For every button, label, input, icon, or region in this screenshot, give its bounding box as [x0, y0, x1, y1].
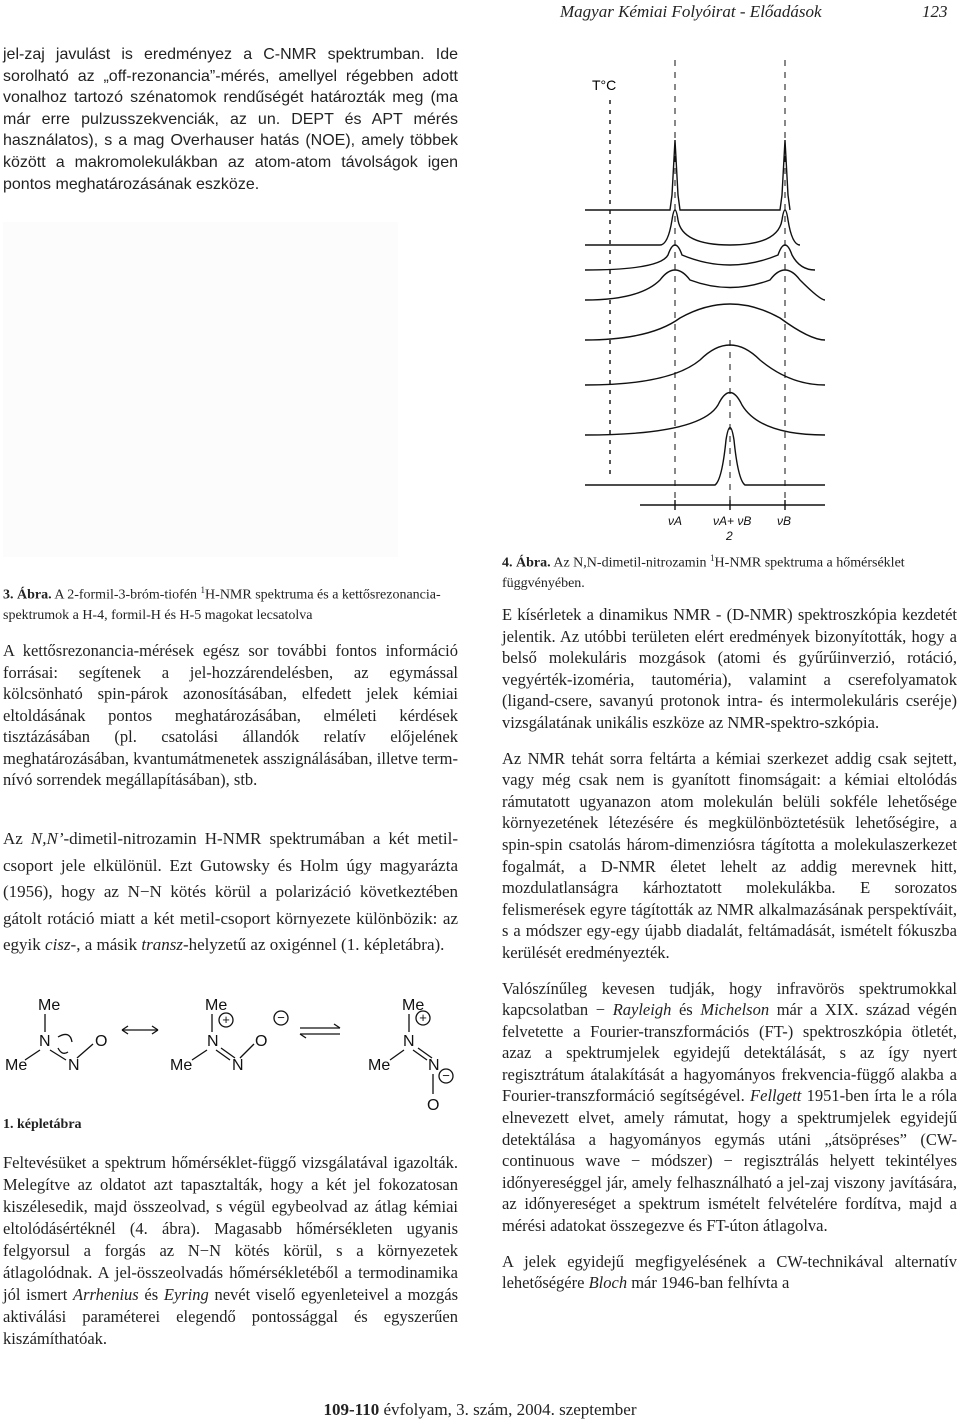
nitrosamine-paragraph: Az N,N’-dimetil-nitrozamin H-NMR spektrumában a két metil-csoport jele elkülönül. Ezt Gutowsky és Holm úgy magyarázta (1956), hogy az N−N kötés körül a polarizáció következtében gátolt rotáció miatt a két metil-csoport környezete különbözik: az egyik cisz-, a másik transz-helyzetű az oxigénnel (1. képletábra). [3, 829, 459, 954]
formula-1-resonance [0, 990, 470, 1115]
figure-3-caption: 3. Ábra. A 2-formil-3-bróm-tiofén $^1$H-NMR spektruma és a kettősrezonancia-spektrumok a H-4, formil-H és H-5 magokat lecsatolva [3, 585, 441, 623]
figure-4-label: 4. Ábra. [502, 555, 551, 571]
formula-minus-3: − [442, 1068, 450, 1083]
figure-3-label: 3. Ábra. [3, 587, 52, 603]
formula-n-3a: N [403, 1033, 415, 1050]
formula-o-2: O [255, 1033, 268, 1050]
temperature-paragraph: Feltevésüket a spektrum hőmérséklet-függő vizsgálatával igazolták. Melegítve az oldatot azt tapasztalták, hogy a két jel fokozatosan kiszélesedik, majd összeolvad, s végül egybeolvad az átlag kémiai eltolódásértéknél (4. ábra). Magasabb hőmérsékleten ugyanis felgyorsul a forgás az N−N kötés körül, s a környezetek átlagolódnak. A jel-összeolvadás hőmérsékletéből a termodinamika jól ismert Arrhenius és Eyring nevét viselő egyenleteivel a mozgás aktiválási paraméterei elegendő pontossággal és egyszerűen kiszámíthatóak. [3, 1153, 459, 1348]
formula-plus-2: + [222, 1012, 230, 1027]
axis-label-mid-den: 2 [726, 529, 733, 543]
right-column-text [502, 604, 957, 1308]
formula-me-2a: Me [205, 997, 228, 1014]
dnmr-paragraph: E kísérletek a dinamikus NMR - (D-NMR) spektroszkópia kezdetét jelentik. Az utóbbi területen elért eredmények bizonyították, hogy a belső molekuláris mozgások (atomi és gyűrűinverzió, rotáció, vegyérték-izoméria, tautoméria), valamint a cserefolyamatok (ligand-csere, savanyú protonok intra- és intermolekuláris cseréje) vizsgálatának unikális eszköze az NMR-spektro-szkópia. [502, 605, 957, 732]
intro-paragraph: jel-zaj javulást is eredményez a C-NMR spektrumban. Ide sorolható az „off-rezonancia”-mérés, amellyel régebben adott vonalhoz tartozó szénatomok rendűségét határozták meg (ma már erre pulzusszekvenciák, az un. DEPT és APT mérés használatos), s a mag Overhauser hatás (NOE), amely többek között a makromolekulákban az atom-atom távolságok igen pontos meghatározásának eszköze. [3, 46, 458, 193]
figure-4-caption: 4. Ábra. Az N,N-dimetil-nitrozamin $^1$H-NMR spektruma a hőmérséklet függvényében. [502, 553, 905, 591]
formula-o-1: O [95, 1033, 108, 1050]
formula-n-1b: N [68, 1057, 80, 1074]
page-footer: 109-110 évfolyam, 3. szám, 2004. szeptember [323, 1400, 637, 1419]
temperature-label: T°C [592, 77, 617, 93]
double-resonance-paragraph: A kettősrezonancia-mérések egész sor további fontos információ forrásai: segítenek a jel-hozzárendelésben, az egymással kölcsönható spin-párok azonosításában, elfedett jelek kémiai eltoldásának pontos meghatározásában, elméleti kérdések tisztázásában (pl. csatolási állandók relatív előjelének meghatározásában, kvantumátmenetek asszignálásában, illetve term-nívó sorrendek megállapításában), stb. [3, 641, 458, 789]
formula-o-3: O [427, 1097, 440, 1114]
formula-n-3b: N [428, 1057, 440, 1074]
formula-me-3a: Me [402, 997, 425, 1014]
formula-n-2b: N [232, 1057, 244, 1074]
formula-1-label: 1. képletábra [3, 1117, 82, 1132]
axis-label-mid: νA+ νB [713, 514, 752, 528]
formula-n-1a: N [39, 1033, 51, 1050]
spectrum-traces [585, 100, 825, 510]
formula-me-3b: Me [368, 1057, 391, 1074]
formula-me-1a: Me [38, 997, 61, 1014]
fourier-paragraph: Valószínűleg kevesen tudják, hogy infravörös spektrumokkal kapcsolatban − Rayleigh és Michelson már a XIX. század végén felvetette a Fourier-transzformációs (FT-) spektroszkópia ötletét, azaz a spektrumjelek egyidejű detektálását, s az így nyert regisztrátum átalakítását a hagyományos frekvencia-függő alakba a Fourier-transzformáció segítségével. Fellgett 1951-ben írta le a róla elnevezett elvet, amely rámutat, hogy a spektrumjelek egyidejű detektálása a hagyományos egymás utáni „átsöpréses” (CW- continuous wave − módszer) − regisztrálás helyett tekintélyes időnyereséggel jár, amely felhasználható a jel-zaj viszony javítására, az időnyereséget a spektrum ismételt felvételére fordítva, majd a mérési adatokat összegezve és FT-úton átlagolva. [502, 978, 958, 1236]
journal-title: Magyar Kémiai Folyóirat - Előadások [560, 2, 822, 21]
figure-4-spectra [580, 60, 840, 550]
axis-label-vb: νB [777, 514, 792, 528]
axis-label-va: νA [668, 514, 683, 528]
formula-n-2a: N [207, 1033, 219, 1050]
formula-me-1b: Me [5, 1057, 28, 1074]
formula-minus-2: − [277, 1010, 285, 1025]
page-number: 123 [922, 2, 948, 21]
formula-me-2b: Me [170, 1057, 193, 1074]
nmr-perspectives-paragraph: Az NMR tehát sorra feltárta a kémiai szerkezet addig csak sejtett, vagy még csak nem is gyanított finomságait: a kémiai eltolódás rámutatott ugyanazon atom molekulán belüli sokféle lehetősége környezetének létezésére és megkülönböztetésük lehetőségire, a spin-spin csatolás három-dimenziósra tágította a molekulaszerkezet fogalmát, a D-NMR életet lehelt az addig merevnek hitt, mozdulatlanságra kárhoztatott molekulákba. E sorozatos felismerések egyre tágították az NMR alkalmazásának perspektíváit, s a módszer egy-egy újabb diadalát, feltámadását, ismételt fókuszba kerülését eredményezték. [502, 748, 957, 962]
bloch-paragraph: A jelek egyidejű megfigyelésének a CW-technikával alternatív lehetőségére Bloch már 1946-ban felhívta a [502, 1251, 957, 1293]
figure-3-image [3, 222, 398, 557]
formula-plus-3: + [419, 1010, 427, 1025]
